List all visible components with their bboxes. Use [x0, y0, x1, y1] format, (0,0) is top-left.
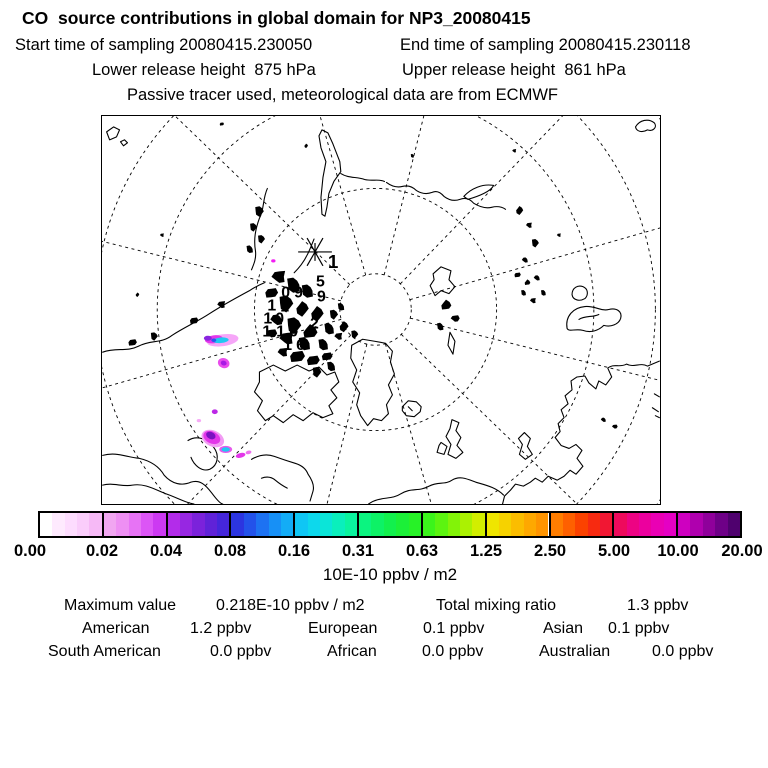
colorbar-cell — [487, 513, 499, 536]
trajectory-day-label: 0 — [275, 310, 285, 328]
colorbar-cell — [192, 513, 204, 536]
colorbar-cell — [371, 513, 383, 536]
upper-release-label: Upper release height 861 hPa — [402, 61, 626, 79]
colorbar-tick-label: 0.02 — [85, 542, 119, 560]
colorbar-segment — [40, 513, 104, 536]
trajectory-day-label: 6 — [296, 337, 305, 355]
contour-patch — [222, 447, 230, 451]
colorbar-segment — [104, 513, 168, 536]
colorbar-cell — [141, 513, 153, 536]
colorbar-tick-label: 0.63 — [405, 542, 439, 560]
contour-patch — [204, 336, 212, 341]
colorbar-cell — [65, 513, 77, 536]
graticule-grid — [102, 116, 660, 504]
colorbar-tick-label: 0.00 — [13, 542, 47, 560]
colorbar-tick-label: 1.25 — [469, 542, 503, 560]
tracer-note-label: Passive tracer used, meteorological data are from ECMWF — [127, 86, 558, 104]
colorbar-segment — [614, 513, 678, 536]
trajectory-day-label: 9 — [294, 284, 303, 302]
trajectory-day-label: 1 — [262, 323, 272, 341]
island-clutter — [128, 122, 617, 428]
stats-item: 1.2 ppbv — [190, 620, 252, 637]
stats-item: 0.0 ppbv — [652, 643, 714, 660]
contour-patch — [271, 259, 275, 262]
colorbar-cell — [728, 513, 740, 536]
colorbar-cell — [600, 513, 612, 536]
colorbar-cell — [499, 513, 511, 536]
trajectory-day-label: 1 — [280, 298, 290, 316]
colorbar-segment — [678, 513, 740, 536]
stats-item: Australian — [539, 643, 611, 660]
colorbar-segment — [551, 513, 615, 536]
colorbar-cell — [77, 513, 89, 536]
stats-item: Asian — [543, 620, 584, 637]
colorbar-cell — [664, 513, 676, 536]
trajectory-day-label: 1 — [263, 310, 273, 328]
colorbar-cell — [231, 513, 243, 536]
colorbar-tick-label: 0.16 — [277, 542, 311, 560]
colorbar-segment — [231, 513, 295, 536]
stats-item: 0.0 ppbv — [422, 643, 484, 660]
stats-item: 0.0 ppbv — [210, 643, 272, 660]
colorbar-tick-label: 0.08 — [213, 542, 247, 560]
trajectory-day-label: 2 — [310, 315, 319, 333]
stats-item: Total mixing ratio — [436, 597, 557, 614]
colorbar-tick-label: 2.50 — [533, 542, 567, 560]
colorbar-cell — [639, 513, 651, 536]
colorbar-cell — [678, 513, 690, 536]
stats-item: South American — [48, 643, 161, 660]
colorbar-cell — [472, 513, 484, 536]
stats-item: 0.218E-10 ppbv / m2 — [216, 597, 365, 614]
colorbar-cell — [384, 513, 396, 536]
colorbar-cell — [703, 513, 715, 536]
colorbar-cell — [396, 513, 408, 536]
trajectory-day-label: 1 — [283, 337, 293, 355]
colorbar-cell — [281, 513, 293, 536]
colorbar-segment — [295, 513, 359, 536]
stats-item: European — [308, 620, 378, 637]
colorbar-cell — [217, 513, 229, 536]
stats-item: 0.1 ppbv — [608, 620, 670, 637]
colorbar-segment — [423, 513, 487, 536]
trajectory-day-label: 5 — [316, 273, 325, 291]
stats-row-continents-2 — [0, 643, 768, 661]
colorbar-cell — [460, 513, 472, 536]
trajectory-day-label: 1 — [276, 323, 286, 341]
colorbar-cell — [332, 513, 344, 536]
colorbar-cell — [295, 513, 307, 536]
colorbar-cell — [551, 513, 563, 536]
contour-patch — [197, 419, 201, 422]
colorbar-cell — [435, 513, 447, 536]
colorbar-cell — [627, 513, 639, 536]
stats-item: 1.3 ppbv — [627, 597, 689, 614]
contour-patch — [212, 409, 218, 414]
start-time-label: Start time of sampling 20080415.230050 — [15, 36, 313, 54]
colorbar-cell — [269, 513, 281, 536]
colorbar-units-label: 10E-10 ppbv / m2 — [322, 565, 458, 584]
colorbar-cell — [129, 513, 141, 536]
colorbar-cell — [308, 513, 320, 536]
colorbar-tick-label: 10.00 — [657, 542, 699, 560]
colorbar-cell — [244, 513, 256, 536]
colorbar-cell — [89, 513, 101, 536]
colorbar-cell — [153, 513, 165, 536]
stats-item: Maximum value — [64, 597, 177, 614]
trajectory-day-label: 0 — [281, 284, 291, 302]
colorbar-tick-label: 0.31 — [341, 542, 375, 560]
colorbar-cell — [116, 513, 128, 536]
colorbar-tick-label: 20.00 — [721, 542, 763, 560]
colorbar-cell — [690, 513, 702, 536]
stats-row-continents-1 — [0, 620, 768, 638]
colorbar-cell — [205, 513, 217, 536]
contour-patch — [245, 450, 252, 455]
colorbar-cell — [345, 513, 357, 536]
end-time-label: End time of sampling 20080415.230118 — [400, 36, 691, 54]
colorbar-cell — [423, 513, 435, 536]
map-svg — [102, 116, 660, 504]
stats-item: African — [327, 643, 377, 660]
colorbar-cell — [409, 513, 421, 536]
colorbar-cell — [168, 513, 180, 536]
lower-release-label: Lower release height 875 hPa — [92, 61, 316, 79]
polar-map — [101, 115, 661, 505]
colorbar-tick-label: 0.04 — [149, 542, 183, 560]
figure-title: CO source contributions in global domain for NP3_20080415 — [22, 8, 531, 28]
colorbar-segment — [168, 513, 232, 536]
contour-patch — [211, 338, 216, 342]
colorbar-cell — [320, 513, 332, 536]
stats-item: 0.1 ppbv — [423, 620, 485, 637]
trajectory-day-label: 1 — [327, 250, 339, 272]
colorbar-cell — [359, 513, 371, 536]
colorbar-cell — [40, 513, 52, 536]
colorbar-cell — [614, 513, 626, 536]
trajectory-day-label: 9 — [316, 288, 326, 306]
colorbar-cell — [256, 513, 268, 536]
colorbar-cell — [588, 513, 600, 536]
stats-row-max — [0, 597, 768, 615]
colorbar-cell — [575, 513, 587, 536]
colorbar-tick-label: 5.00 — [597, 542, 631, 560]
colorbar-cell — [715, 513, 727, 536]
colorbar-cell — [180, 513, 192, 536]
colorbar-cell — [651, 513, 663, 536]
colorbar-cell — [52, 513, 64, 536]
colorbar-cell — [563, 513, 575, 536]
colorbar — [38, 511, 742, 538]
colorbar-segment — [359, 513, 423, 536]
contour-patches — [197, 259, 276, 459]
colorbar-cell — [536, 513, 548, 536]
colorbar-segment — [487, 513, 551, 536]
colorbar-cell — [511, 513, 523, 536]
coastlines — [103, 120, 660, 504]
trajectory-day-label: 1 — [267, 297, 277, 315]
trajectory-day-label: 0 — [289, 323, 299, 341]
colorbar-cell — [448, 513, 460, 536]
colorbar-cell — [104, 513, 116, 536]
colorbar-cell — [524, 513, 536, 536]
stats-item: American — [82, 620, 150, 637]
